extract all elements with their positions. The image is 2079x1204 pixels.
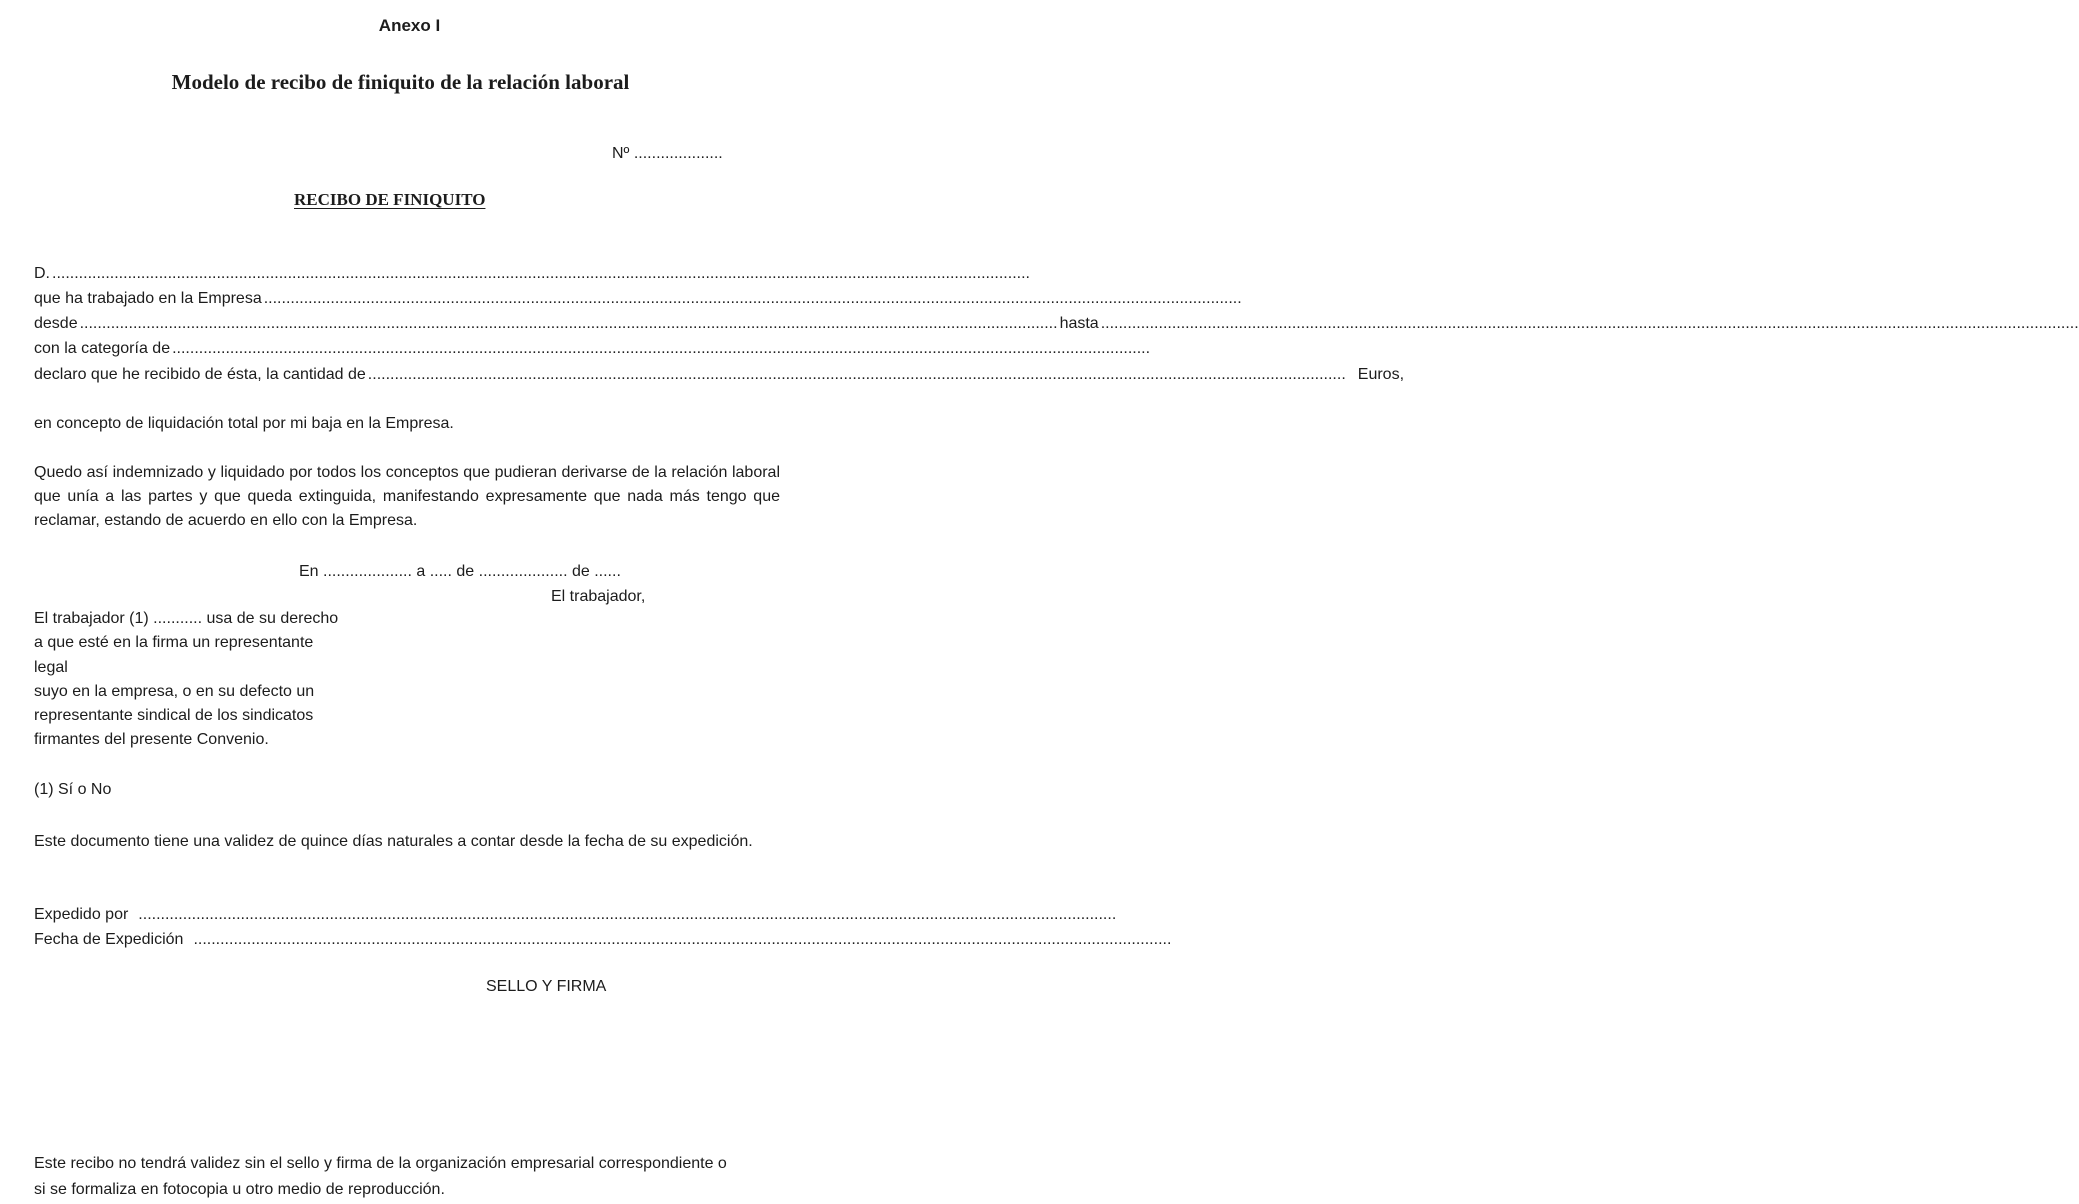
representative-line: suyo en la empresa, o en su defecto un [34, 682, 315, 700]
footer-note: Este recibo no tendrá validez sin el sello y firma de la organización empresarial correspondiente o si se formaliza en fotocopia u otro medio de reproducción. [34, 1155, 727, 1198]
from-label: desde [34, 315, 78, 332]
issue-date-line [34, 929, 1172, 951]
annex-label: Anexo I [378, 16, 441, 35]
issued-by-blank[interactable]: ............................................................................................................................................................................................................................ [138, 906, 1117, 923]
category-line [34, 338, 1151, 360]
concept-text: en concepto de liquidación total por mi baja en la Empresa. [34, 415, 454, 432]
from-blank[interactable]: ............................................................................................................................................................................................................................ [79, 315, 1058, 332]
amount-line [34, 364, 1405, 386]
category-label: con la categoría de [34, 340, 171, 357]
name-label: D. [34, 265, 50, 282]
issue-date-label: Fecha de Expedición [34, 931, 184, 948]
footnote: (1) Sí o No [34, 781, 112, 798]
period-line [34, 313, 2079, 335]
until-blank[interactable]: ............................................................................................................................................................................................................................ [1100, 315, 2079, 332]
amount-blank[interactable]: ............................................................................................................................................................................................................................ [367, 366, 1346, 383]
company-label: que ha trabajado en la Empresa [34, 290, 262, 307]
currency-label: Euros, [1357, 366, 1405, 383]
representative-line: representante sindical de los sindicatos [34, 707, 314, 725]
name-blank[interactable]: ............................................................................................................................................................................................................................ [52, 265, 1030, 282]
representative-line: firmantes del presente Convenio. [34, 731, 269, 749]
representative-line: a que esté en la firma un representante [34, 634, 314, 652]
representative-line: El trabajador (1) ........... usa de su derecho [34, 610, 339, 627]
issued-by-line [34, 904, 1117, 926]
place-date-line: En .................... a ..... de .................... de ...... [299, 563, 621, 580]
name-line [34, 263, 1030, 285]
representative-notice [34, 607, 394, 753]
until-label: hasta [1059, 315, 1099, 332]
stamp-signature-label: SELLO Y FIRMA [486, 978, 607, 995]
settlement-paragraph: Quedo así indemnizado y liquidado por todos los conceptos que pudieran derivarse de la relación laboral que unía a las partes y que queda extinguida, manifestando expresamente que nada más tengo que reclamar, estando de acuerdo en ello con la Empresa. [34, 464, 780, 529]
issue-date-blank[interactable]: ............................................................................................................................................................................................................................ [193, 931, 1172, 948]
company-line [34, 288, 1242, 310]
category-blank[interactable]: ............................................................................................................................................................................................................................ [172, 340, 1151, 357]
document-title: Modelo de recibo de finiquito de la relación laboral [171, 70, 630, 94]
receipt-number: Nº .................... [612, 145, 723, 162]
receipt-heading: RECIBO DE FINIQUITO [294, 190, 486, 209]
company-blank[interactable]: ............................................................................................................................................................................................................................ [263, 290, 1242, 307]
amount-label: declaro que he recibido de ésta, la cantidad de [34, 366, 366, 383]
worker-signature-label: El trabajador, [551, 588, 646, 605]
representative-line: legal [34, 658, 68, 676]
issued-by-label: Expedido por [34, 906, 129, 923]
validity-text: Este documento tiene una validez de quince días naturales a contar desde la fecha de su expedición. [34, 833, 753, 850]
